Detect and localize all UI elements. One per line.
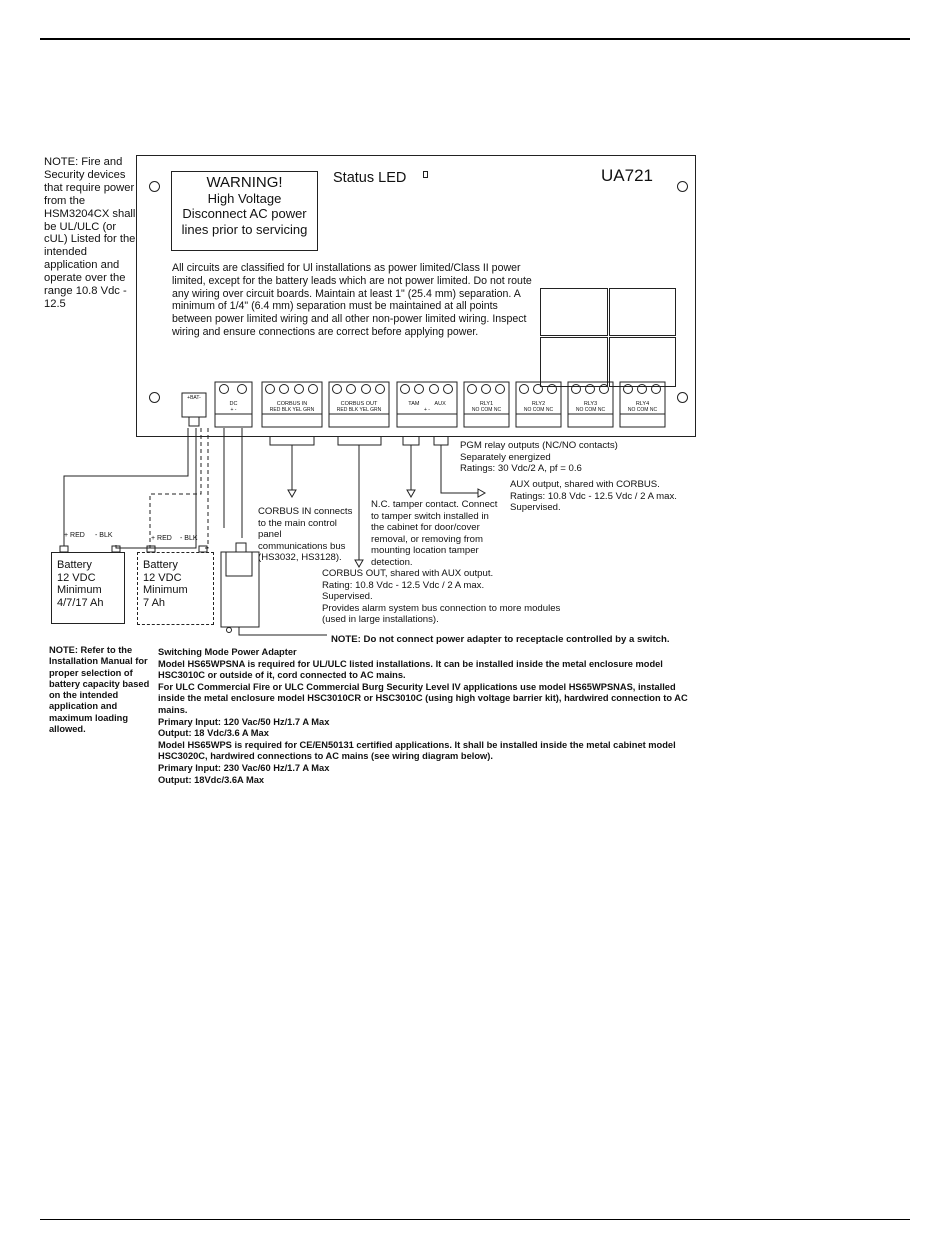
adapter-heading: Switching Mode Power Adapter [158,647,297,657]
adapter-line: Output: 18Vdc/3.6A Max [158,774,265,785]
adapter-line: For ULC Commercial Fire or ULC Commercial Burg Security Level IV applications use model HS65WPSNAS, installed inside the metal enclosure model HSC3010CR or HSC3010C (using high voltage barrier kit), hardwired connection to AC mains. [158,681,688,715]
power-adapter-specs [158,647,698,786]
tamper-bracket [403,436,419,445]
callout-line: removal, or removing from [371,533,483,545]
tamper-callout [371,499,497,569]
terminal-label-rly2: RLY2 [531,401,546,407]
warning-line: lines prior to servicing [181,221,308,237]
terminal-sub-dc: + - [230,407,237,413]
bat-connector-label: +BAT- [187,395,201,401]
adapter-line: Output: 18 Vdc/3.6 A Max [158,728,269,739]
terminal-sub-corbus-out: RED BLK YEL GRN [336,407,382,413]
callout-line: N.C. tamper contact. Connect [371,499,498,510]
aux-output-callout [510,479,677,514]
corbus-out-callout [322,568,560,626]
callout-line: PGM relay outputs (NC/NO contacts) [460,440,618,451]
circuits-classification-note: All circuits are classified for Ul installations as power limited/Class II power limited, except for the battery leads which are not power limited. Do not route any wiring over circuit boards. Maintain at least 1" (25.4 mm) separation. A minimum of 1/4" (6.4 mm) separation must be maintained at all points between power limited wiring and all other non-power limited wiring. Inspect wiring and ensure connections are correct before applying power. [172,262,532,338]
callout-line: Supervised. [322,591,373,603]
battery-1 [51,552,125,624]
callout-line: panel [258,529,282,541]
terminal-screws [220,385,661,394]
callout-line: CORBUS IN connects [258,506,353,517]
callout-line: AUX output, shared with CORBUS. [510,479,660,490]
model-label: UA721 [601,166,653,185]
battery2-red-lead: + RED [151,535,172,542]
terminal-sub-rly2: NO COM NC [523,407,554,413]
corbus-out-bracket [338,436,381,445]
terminal-sub-corbus-in: RED BLK YEL GRN [269,407,315,413]
adapter-line: Primary Input: 120 Vac/50 Hz/1.7 A Max [158,716,330,727]
battery-capacity-note: NOTE: Refer to the Installation Manual for proper selection of battery capacity based on the intended application and maximum loading allowed. [49,645,150,735]
corbus-in-callout [258,506,352,564]
battery-line: Minimum [143,584,188,597]
callout-line: communications bus [258,540,346,552]
callout-line: Ratings: 30 Vdc/2 A, pf = 0.6 [460,463,582,475]
warning-line: High Voltage [207,190,282,206]
adapter-line: Primary Input: 230 Vac/60 Hz/1.7 A Max [158,762,330,773]
terminal-label-corbus-out: CORBUS OUT [340,401,378,407]
callout-line: CORBUS OUT, shared with AUX output. [322,568,494,579]
terminal-label-rly3: RLY3 [583,401,598,407]
callout-line: (used in large installations). [322,614,439,626]
power-adapter [221,552,259,627]
battery2-blk-lead: - BLK [180,535,198,542]
corbus-in-bracket [270,436,314,445]
callout-line: (HS3032, HS3128). [258,552,342,564]
battery-line: Minimum [57,584,102,597]
battery1-red-lead: + RED [64,532,85,539]
terminal-label-rly4: RLY4 [635,401,650,407]
warning-line: Disconnect AC power [182,206,307,221]
callout-line: the cabinet for door/cover [371,522,480,534]
callout-line: to the main control [258,517,337,529]
pgm-relay-callout [460,440,618,475]
fire-security-note: NOTE: Fire and Security devices that require power from the HSM3204CX shall be UL/ULC (or cUL) Listed for the intended application and operate over the range 10.8 Vdc - 12.5 [44,156,136,310]
battery-line: 7 Ah [143,596,166,609]
callout-line: Provides alarm system bus connection to more modules [322,602,561,614]
callout-line: detection. [371,556,413,568]
battery-line: 12 VDC [143,571,182,584]
battery1-blk-lead: - BLK [95,532,113,539]
callout-line: to tamper switch installed in [371,510,489,522]
terminal-sub-rly4: NO COM NC [627,407,658,413]
warning-title: WARNING! [206,174,283,191]
battery-line: Battery [143,559,178,571]
adapter-receptacle-note: NOTE: Do not connect power adapter to receptacle controlled by a switch. [331,634,670,645]
battery-line: Battery [57,559,92,571]
battery-line: 4/7/17 Ah [57,596,104,609]
terminal-label-dc: DC [229,401,238,407]
callout-line: Separately energized [460,451,551,463]
callout-line: mounting location tamper [371,545,479,557]
terminal-sub-rly1: NO COM NC [471,407,502,413]
terminal-label-corbus-in: CORBUS IN [276,401,308,407]
terminal-label-tam-aux: TAM AUX [408,401,446,407]
callout-line: Ratings: 10.8 Vdc - 12.5 Vdc / 2 A max. [510,490,677,502]
status-led-label: Status LED [333,170,407,186]
terminal-sub-tam-aux: + - [424,407,430,413]
battery-2 [137,552,214,625]
terminal-label-rly1: RLY1 [479,401,494,407]
adapter-line: Model HS65WPS is required for CE/EN50131 certified applications. It shall be installed inside the metal cabinet model HSC3020C, hardwired connections to AC mains (see wiring diagram below). [158,739,676,762]
battery-line: 12 VDC [57,571,96,584]
adapter-line: Model HS65WPSNA is required for UL/ULC listed installations. It can be installed inside the metal enclosure model HSC3010C or outside of it, cord connected to AC mains. [158,658,663,681]
aux-bracket [434,436,448,445]
callout-line: Supervised. [510,502,561,514]
callout-line: Rating: 10.8 Vdc - 12.5 Vdc / 2 A max. [322,579,485,591]
terminal-sub-rly3: NO COM NC [575,407,606,413]
